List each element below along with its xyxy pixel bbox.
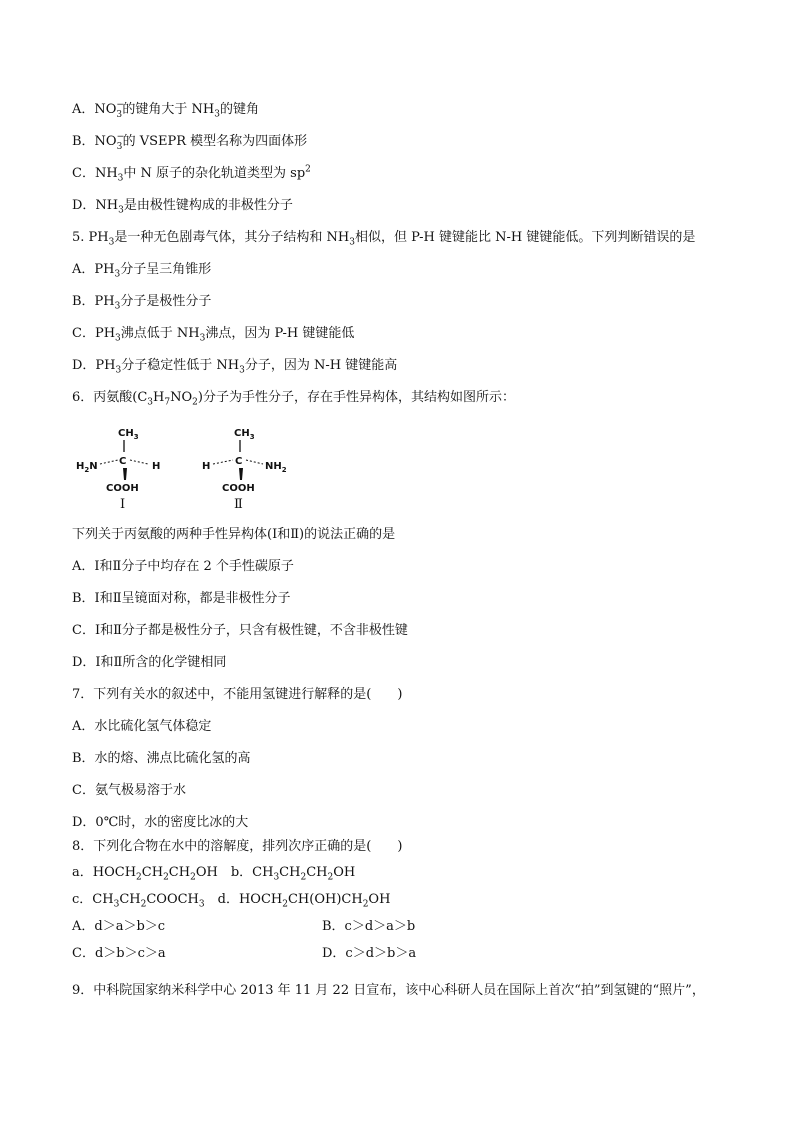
q8-compounds-cd: c．$CH_3CH_2COOCH_3$ d．$HOCH_2CH(OH)CH_2OH$ bbox=[72, 892, 391, 910]
q6-option-d: D．Ⅰ和Ⅱ所含的化学键相同 bbox=[72, 655, 227, 670]
q5-stem: 5. $PH_3$是一种无色剧毒气体，其分子结构和 $NH_3$相似，但 P-H 键键能比 N-H 键键能低。下列判断错误的是 bbox=[72, 230, 696, 248]
molecule-2 bbox=[202, 428, 287, 512]
q8-option-d: D．c＞d＞b＞a bbox=[322, 946, 417, 961]
q7-option-a: A．水比硫化氢气体稳定 bbox=[72, 719, 212, 734]
q8-stem: 8．下列化合物在水中的溶解度，排列次序正确的是( ) bbox=[72, 839, 403, 854]
q8-compounds-ab: a．$HOCH_2CH_2CH_2OH$ b．$CH_3CH_2CH_2OH$ bbox=[72, 865, 356, 883]
alanine-enantiomers-figure bbox=[70, 418, 310, 514]
q6-question: 下列关于丙氨酸的两种手性异构体(Ⅰ和Ⅱ)的说法正确的是 bbox=[72, 527, 396, 542]
q8-option-b: B．c＞d＞a＞b bbox=[322, 919, 416, 934]
q6-option-a: A．Ⅰ和Ⅱ分子中均存在 2 个手性碳原子 bbox=[72, 559, 294, 574]
q5-option-a: A．$PH_3$分子呈三角锥形 bbox=[72, 262, 212, 280]
m2-methyl: $CH_3$ bbox=[234, 428, 255, 441]
q7-option-b: B．水的熔、沸点比硫化氢的高 bbox=[72, 751, 251, 766]
q6-option-c: C．Ⅰ和Ⅱ分子都是极性分子，只含有极性键，不含非极性键 bbox=[72, 623, 408, 638]
structure-diagram bbox=[70, 418, 310, 514]
q7-option-c: C．氨气极易溶于水 bbox=[72, 783, 186, 798]
q4-option-a: A．NO − 3 的键角大于 $NH_3$的键角 bbox=[72, 100, 260, 120]
m1-amino: $H_2N$ bbox=[76, 461, 98, 474]
q5-option-b: B．$PH_3$分子是极性分子 bbox=[72, 294, 212, 312]
m2-label: Ⅱ bbox=[234, 497, 243, 512]
q7-stem: 7．下列有关水的叙述中，不能用氢键进行解释的是( ) bbox=[72, 687, 403, 702]
q6-option-b: B．Ⅰ和Ⅱ呈镜面对称，都是非极性分子 bbox=[72, 591, 291, 606]
m1-center-carbon: C bbox=[119, 456, 127, 467]
q4-option-b: B．NO − 3 的 VSEPR 模型名称为四面体形 bbox=[72, 132, 308, 152]
q7-option-d: D．0℃时，水的密度比冰的大 bbox=[72, 815, 249, 830]
q5-option-d: D．$PH_3$分子稳定性低于 $NH_3$分子，因为 N-H 键键能高 bbox=[72, 358, 398, 376]
q8-option-c: C．d＞b＞c＞a bbox=[72, 946, 166, 961]
q6-stem: 6．丙氨酸$(C_3H_7NO_2)$分子为手性分子，存在手性异构体，其结构如图所示： bbox=[72, 390, 515, 408]
q9-stem: 9．中科院国家纳米科学中心 2013 年 11 月 22 日宣布，该中心科研人员在国际上首次“拍”到氢键的“照片”， bbox=[72, 983, 705, 998]
m2-hydrogen: H bbox=[202, 461, 211, 472]
q8-option-a: A．d＞a＞b＞c bbox=[72, 919, 166, 934]
m1-carboxyl: COOH bbox=[106, 483, 139, 494]
molecule-1 bbox=[76, 428, 160, 512]
q4-option-c: C．$NH_3$中 N 原子的杂化轨道类型为 $sp^2$ bbox=[72, 164, 311, 184]
m2-carboxyl: COOH bbox=[222, 483, 255, 494]
m2-center-carbon: C bbox=[235, 456, 243, 467]
q4-option-d: D．$NH_3$是由极性键构成的非极性分子 bbox=[72, 198, 293, 216]
m1-hydrogen: H bbox=[152, 461, 161, 472]
m2-amino: $NH_2$ bbox=[265, 461, 287, 474]
q5-option-c: C．$PH_3$沸点低于 $NH_3$沸点，因为 P-H 键键能低 bbox=[72, 326, 355, 344]
m1-methyl: $CH_3$ bbox=[118, 428, 139, 441]
m1-label: Ⅰ bbox=[120, 497, 126, 512]
